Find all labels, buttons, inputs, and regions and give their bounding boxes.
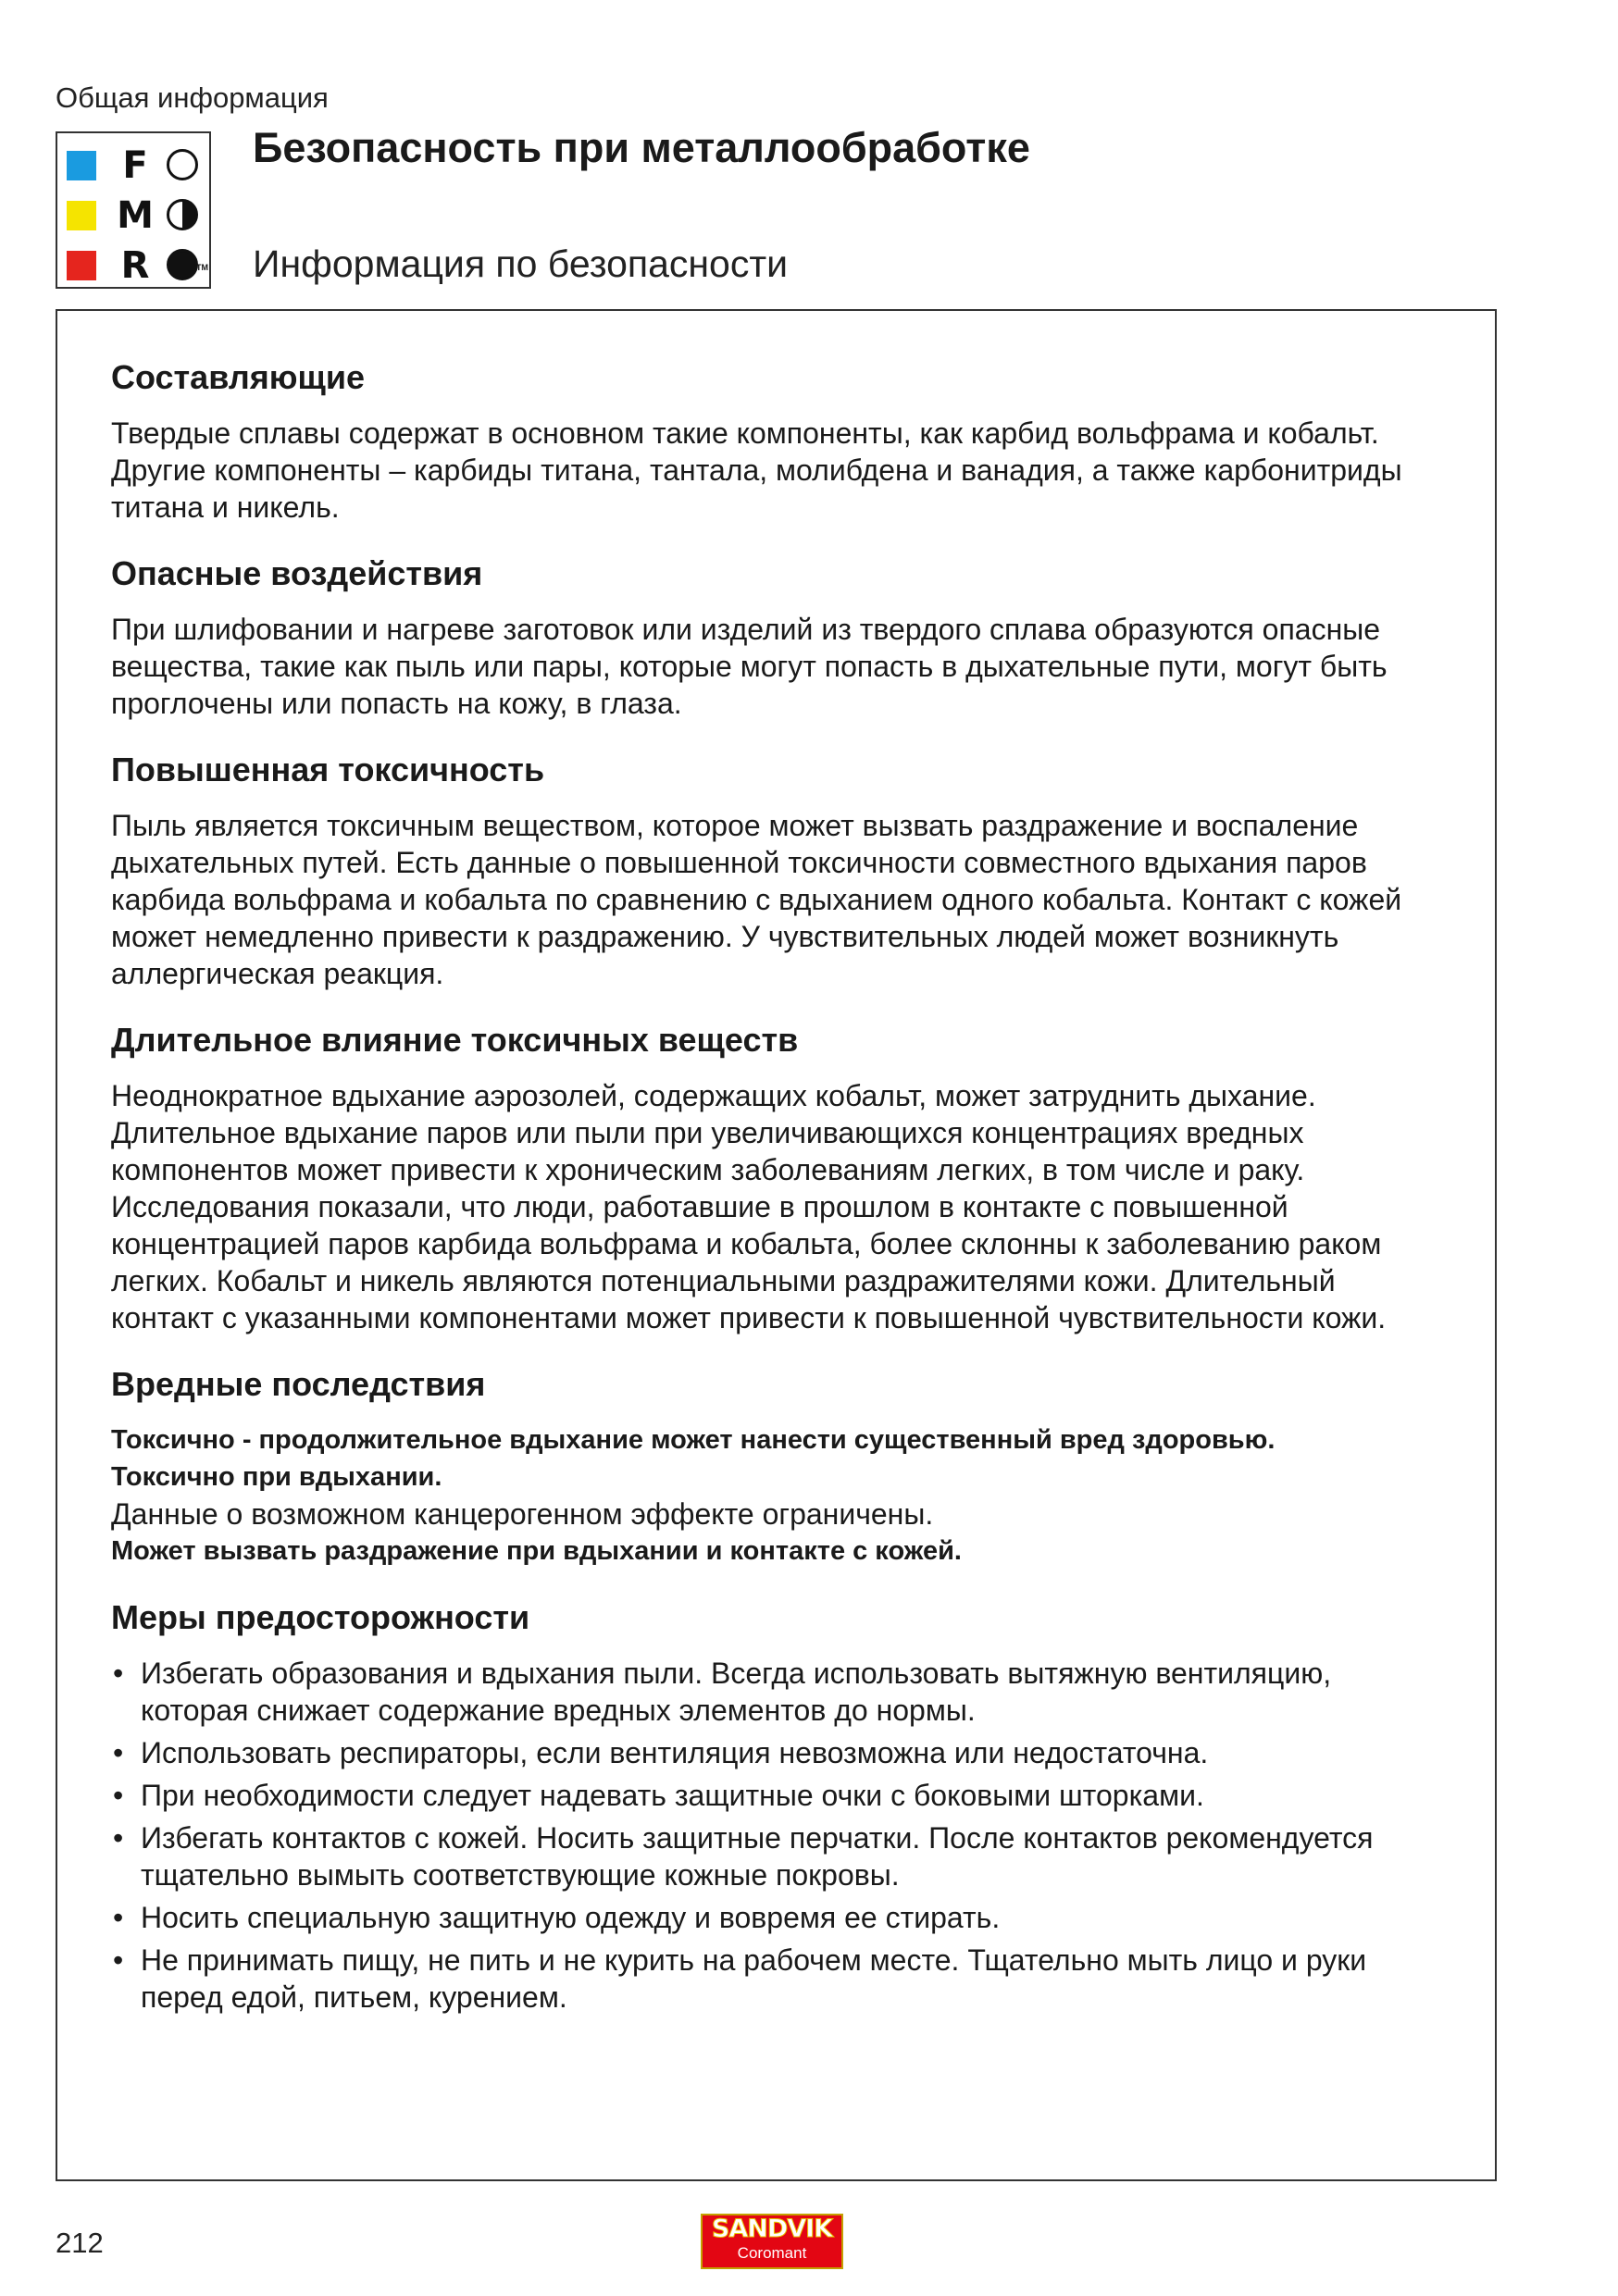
- list-item: • Носить специальную защитную одежду и вовремя ее стирать.: [111, 1899, 1435, 1936]
- logo-row-r: [57, 244, 213, 287]
- blue-square-icon: [67, 151, 96, 180]
- yellow-square-icon: [67, 201, 96, 230]
- list-item: • Избегать контактов с кожей. Носить защитные перчатки. После контактов рекомендуется тщательно вымыть соответствующие кожные покровы.: [111, 1819, 1435, 1893]
- content: [111, 357, 1435, 2021]
- page-title: Безопасность при металлообработке: [253, 124, 1030, 171]
- section-label: Общая информация: [56, 81, 329, 114]
- logo-letter: M: [117, 194, 154, 237]
- precautions-list: [111, 1655, 1435, 2016]
- sandvik-coromant-logo: [701, 2214, 843, 2269]
- brand-name: SANDVIK: [711, 2215, 833, 2243]
- fmr-logo: [56, 131, 211, 289]
- section-body: [111, 1421, 1435, 1570]
- paragraph: При шлифовании и нагреве заготовок или изделий из твердого сплава образуются опасные вещества, такие как пыль или пары, которые могут попасть в дыхательные пути, могут быть проглочены или попасть на кожу, в глаза.: [111, 613, 1388, 720]
- logo-row-m: [57, 194, 213, 237]
- page-subtitle: Информация по безопасности: [253, 242, 789, 285]
- list-item: • Избегать образования и вдыхания пыли. Всегда использовать вытяжную вентиляцию, которая снижает содержание вредных элементов до нормы.: [111, 1655, 1435, 1729]
- section-toxicity: [111, 750, 1435, 992]
- section-components: [111, 357, 1435, 526]
- logo-row-f: [57, 144, 213, 187]
- section-effects: [111, 1364, 1435, 1570]
- section-heading: Опасные воздействия: [111, 554, 483, 592]
- section-heading: Составляющие: [111, 358, 365, 396]
- section-precautions: [111, 1597, 1435, 2016]
- section-heading: Повышенная токсичность: [111, 751, 545, 788]
- section-body: [111, 611, 1435, 722]
- paragraph: Пыль является токсичным веществом, которое может вызвать раздражение и воспаление дыхательных путей. Есть данные о повышенной токсичности совместного вдыхания паров карбида вольфрама и кобальта по сравнению с вдыханием одного кобальта. Контакт с кожей может немедленно привести к раздражению. У чувствительных людей может возникнуть аллергическая реакция.: [111, 809, 1402, 990]
- content-box: [56, 309, 1497, 2181]
- section-body: [111, 415, 1435, 526]
- list-item: • При необходимости следует надевать защитные очки с боковыми шторками.: [111, 1777, 1435, 1814]
- paragraph: Твердые сплавы содержат в основном такие компоненты, как карбид вольфрама и кобальт. Другие компоненты – карбиды титана, тантала, молибдена и ванадия, а также карбонитриды титана и никель.: [111, 416, 1402, 524]
- effect-line: Токсично - продолжительное вдыхание может нанести существенный вред здоровью.: [111, 1425, 1276, 1455]
- effect-line: Данные о возможном канцерогенном эффекте ограничены.: [111, 1497, 934, 1531]
- red-square-icon: [67, 251, 96, 280]
- section-long-term: [111, 1020, 1435, 1336]
- open-circle-icon: [167, 149, 198, 180]
- section-body: [111, 807, 1435, 992]
- section-heading: Длительное влияние токсичных веществ: [111, 1021, 799, 1059]
- half-circle-icon: [167, 199, 198, 230]
- page-number: 212: [56, 2227, 104, 2259]
- effect-line: Может вызвать раздражение при вдыхании и контакте с кожей.: [111, 1536, 962, 1566]
- paragraph: Неоднократное вдыхание аэрозолей, содержащих кобальт, может затруднить дыхание. Длительное вдыхание паров или пыли при увеличивающихся концентрациях вредных компонентов может привести к хроническим заболеваниям легких, в том числе и раку. Исследования показали, что люди, работавшие в прошлом в контакте с повышенной концентрацией паров карбида вольфрама и кобальта, более склонны к заболеванию раком легких. Кобальт и никель являются потенциальными раздражителями кожи. Длительный контакт с указанными компонентами может привести к повышенной чувствительности кожи.: [111, 1079, 1387, 1334]
- section-heading: Вредные последствия: [111, 1365, 486, 1403]
- list-item: • Использовать респираторы, если вентиляция невозможна или недостаточна.: [111, 1734, 1435, 1771]
- effect-line: Токсично при вдыхании.: [111, 1462, 442, 1492]
- brand-sub: Coromant: [737, 2244, 807, 2262]
- section-body: [111, 1077, 1435, 1336]
- list-item: • Не принимать пищу, не пить и не курить на рабочем месте. Тщательно мыть лицо и руки перед едой, питьем, курением.: [111, 1942, 1435, 2016]
- filled-circle-icon: [167, 249, 198, 280]
- section-hazards: [111, 553, 1435, 722]
- logo-letter: R: [120, 244, 150, 287]
- trademark: TM: [196, 263, 208, 272]
- logo-letter: F: [122, 144, 148, 187]
- section-heading: Меры предосторожности: [111, 1598, 530, 1636]
